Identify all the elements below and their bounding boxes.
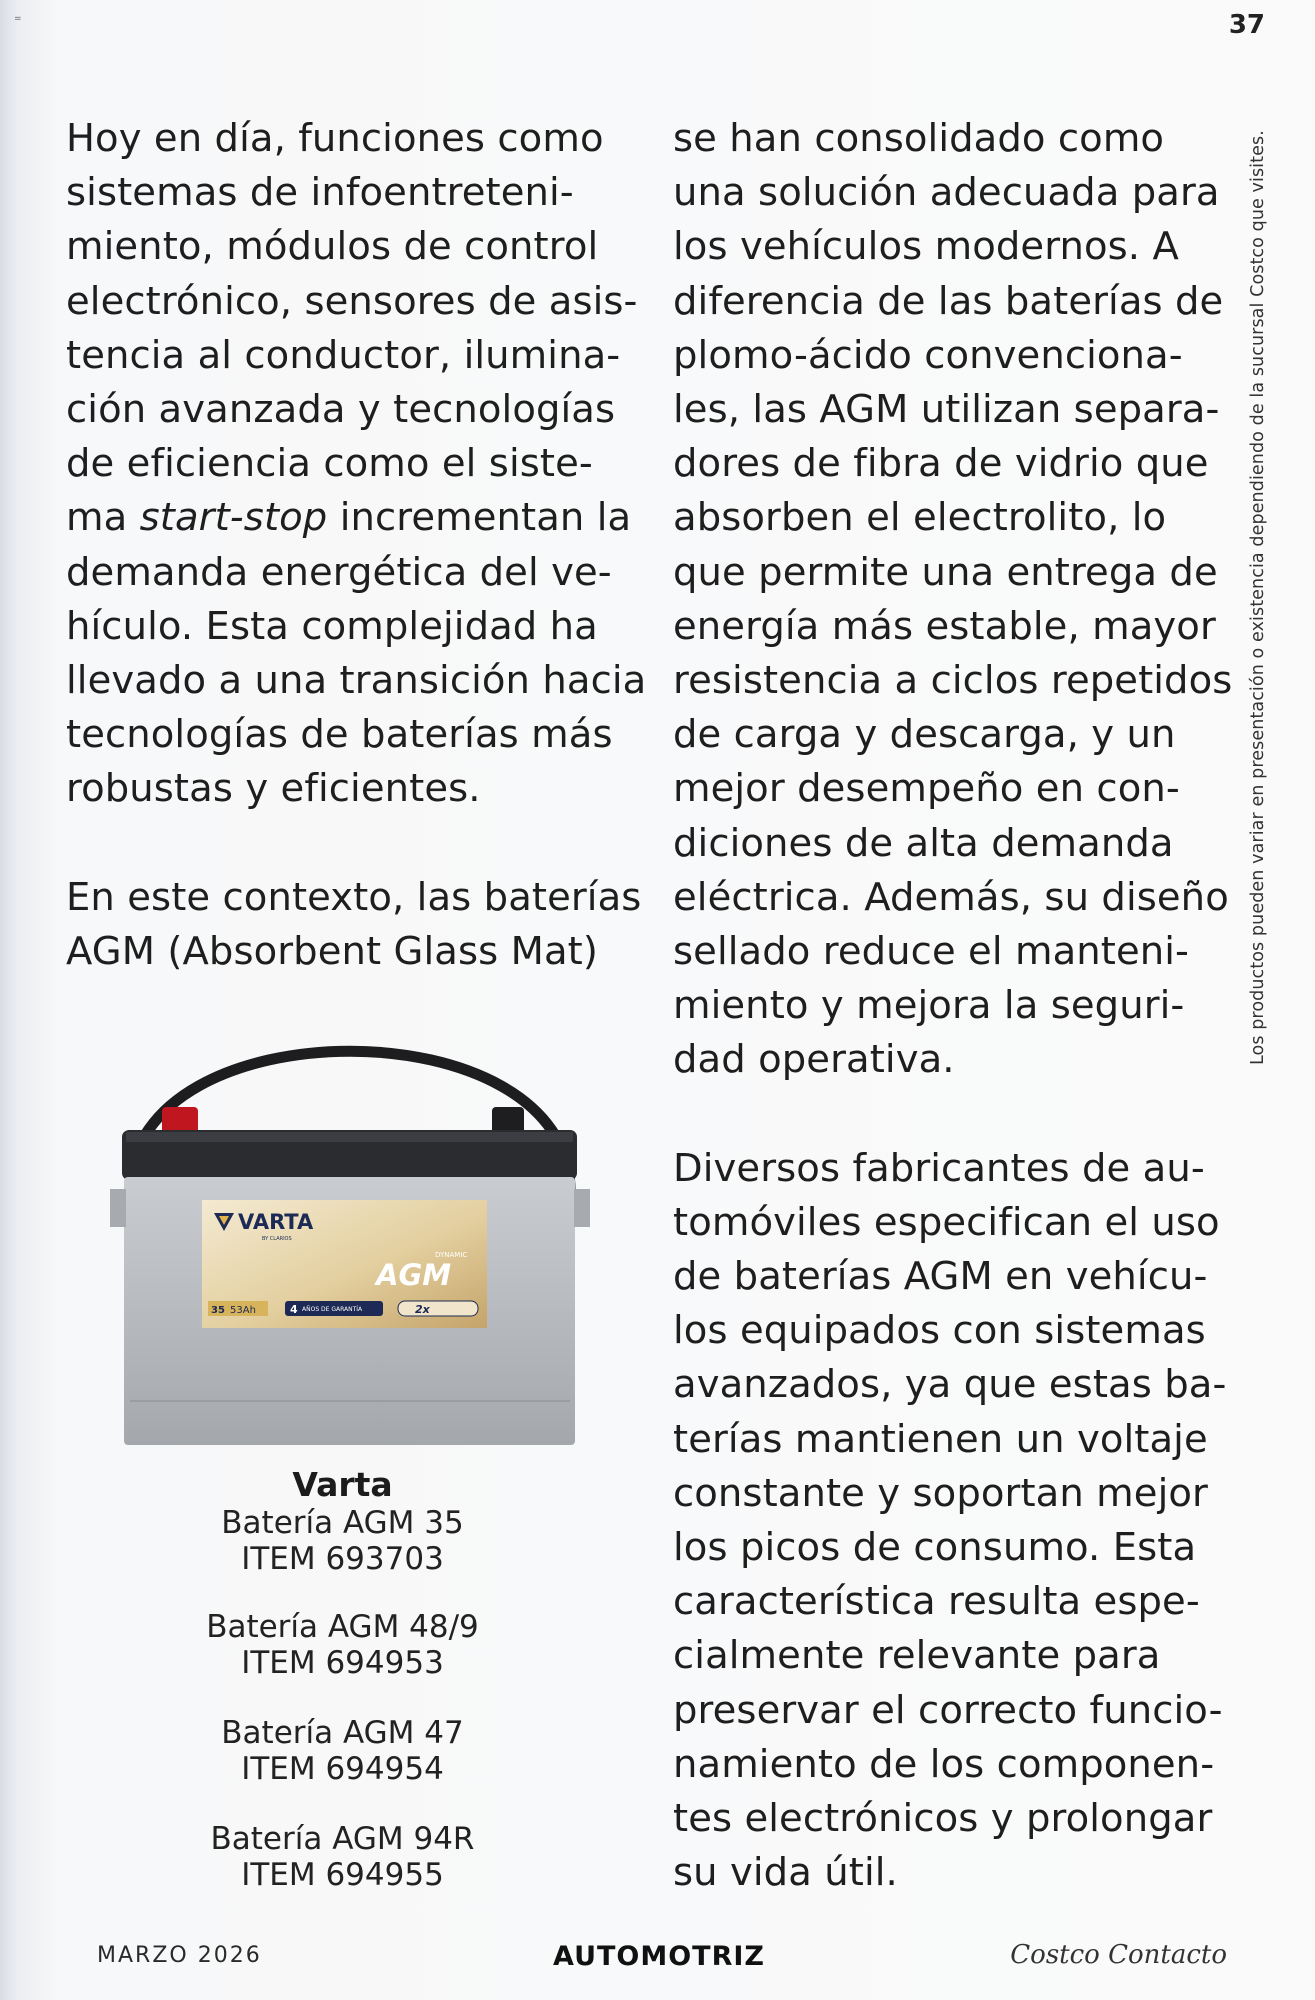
text-fragment: ma bbox=[66, 495, 140, 541]
product-name: Batería AGM 47 bbox=[221, 1715, 464, 1751]
text-line: namiento de los componen- bbox=[673, 1741, 1215, 1787]
text-line: electrónico, sensores de asis- bbox=[66, 278, 638, 324]
text-line: sellado reduce el manteni- bbox=[673, 929, 1190, 975]
text-line: miento y mejora la seguri- bbox=[673, 983, 1185, 1029]
text-line: Hoy en día, funciones como bbox=[66, 116, 604, 161]
text-line: les, las AGM utilizan separa- bbox=[673, 387, 1220, 433]
corner-mark: = bbox=[14, 14, 22, 24]
paragraph-gap bbox=[673, 1088, 1253, 1142]
product-name: Batería AGM 94R bbox=[210, 1821, 475, 1857]
product-item-number: ITEM 694954 bbox=[241, 1751, 444, 1787]
text-line: robustas y eficientes. bbox=[66, 766, 481, 812]
text-line: sistemas de infoentreteni- bbox=[66, 170, 574, 216]
text-line: una solución adecuada para bbox=[673, 170, 1220, 216]
product-brand: Varta bbox=[292, 1465, 393, 1504]
label-capacity: 53Ah bbox=[230, 1305, 256, 1316]
label-group: 35 bbox=[211, 1305, 225, 1316]
text-line: avanzados, ya que estas ba- bbox=[673, 1362, 1227, 1408]
text-line: característica resulta espe- bbox=[673, 1579, 1200, 1625]
text-line: de carga y descarga, y un bbox=[673, 712, 1176, 758]
label-agm: AGM bbox=[376, 1258, 452, 1292]
text-line: su vida útil. bbox=[673, 1850, 898, 1896]
label-warranty-text: AÑOS DE GARANTÍA bbox=[302, 1306, 363, 1313]
text-line: diciones de alta demanda bbox=[673, 820, 1174, 866]
left-column bbox=[66, 112, 666, 979]
text-line: absorben el electrolito, lo bbox=[673, 495, 1167, 541]
product-entry bbox=[130, 1609, 555, 1681]
paragraph-gap bbox=[66, 817, 666, 871]
text-line: mejor desempeño en con- bbox=[673, 766, 1180, 812]
text-line: se han consolidado como bbox=[673, 116, 1165, 161]
text-line: dad operativa. bbox=[673, 1037, 955, 1083]
text-line: plomo-ácido convenciona- bbox=[673, 332, 1183, 378]
label-brand: VARTA bbox=[238, 1210, 314, 1234]
product-item-number: ITEM 694955 bbox=[241, 1857, 444, 1893]
text-fragment: incrementan la bbox=[327, 495, 632, 541]
label-warranty-years: 4 bbox=[290, 1303, 298, 1316]
text-line: diferencia de las baterías de bbox=[673, 278, 1224, 324]
label-sub: BY CLARIOS bbox=[262, 1236, 292, 1242]
footer-section: AUTOMOTRIZ bbox=[553, 1941, 766, 1972]
text-line: tencia al conductor, ilumina- bbox=[66, 332, 621, 378]
text-line: resistencia a ciclos repetidos bbox=[673, 658, 1233, 704]
text-line: los vehículos modernos. A bbox=[673, 224, 1179, 270]
text-line: preservar el correcto funcio- bbox=[673, 1687, 1223, 1733]
text-line: los equipados con sistemas bbox=[673, 1308, 1206, 1354]
text-line: tomóviles especifican el uso bbox=[673, 1199, 1220, 1245]
text-line: Diversos fabricantes de au- bbox=[673, 1145, 1205, 1191]
side-note-disclaimer: Los productos pueden variar en presentación o existencia dependiendo de la sucursal Costco que visites. bbox=[1248, 130, 1268, 1065]
text-line: En este contexto, las baterías bbox=[66, 874, 642, 920]
product-item-number: ITEM 694953 bbox=[241, 1645, 444, 1681]
text-line: de baterías AGM en vehícu- bbox=[673, 1254, 1208, 1300]
text-line: demanda energética del ve- bbox=[66, 549, 612, 595]
product-name: Batería AGM 35 bbox=[221, 1505, 464, 1541]
right-column bbox=[673, 112, 1253, 1901]
product-entry bbox=[130, 1715, 555, 1787]
text-line: llevado a una transición hacia bbox=[66, 658, 647, 704]
italic-term: start-stop bbox=[139, 495, 328, 541]
product-item-number: ITEM 693703 bbox=[241, 1541, 444, 1577]
text-line: hículo. Esta complejidad ha bbox=[66, 603, 598, 649]
text-line: dores de fibra de vidrio que bbox=[673, 441, 1209, 487]
text-line: de eficiencia como el siste- bbox=[66, 441, 593, 487]
page-number: 37 bbox=[1228, 10, 1265, 40]
text-line: cialmente relevante para bbox=[673, 1633, 1161, 1679]
text-line: terías mantienen un voltaje bbox=[673, 1416, 1208, 1462]
label-badge: 2x bbox=[415, 1303, 430, 1316]
text-line: tes electrónicos y prolongar bbox=[673, 1796, 1213, 1842]
footer-publication: Costco Contacto bbox=[1010, 1940, 1227, 1970]
text-line: eléctrica. Además, su diseño bbox=[673, 874, 1229, 920]
text-line: AGM (Absorbent Glass Mat) bbox=[66, 928, 598, 974]
text-line: ción avanzada y tecnologías bbox=[66, 387, 616, 433]
text-line-mixed bbox=[66, 491, 666, 545]
footer-date: MARZO 2026 bbox=[97, 1943, 262, 1968]
text-line: miento, módulos de control bbox=[66, 224, 599, 270]
battery-image bbox=[110, 995, 590, 1455]
product-caption bbox=[130, 1465, 555, 1577]
text-line: tecnologías de baterías más bbox=[66, 712, 613, 758]
product-entry bbox=[130, 1821, 555, 1893]
text-line: constante y soportan mejor bbox=[673, 1470, 1208, 1516]
text-line: los picos de consumo. Esta bbox=[673, 1525, 1197, 1571]
text-line: que permite una entrega de bbox=[673, 549, 1218, 595]
label-dynamic: DYNAMIC bbox=[435, 1251, 468, 1259]
product-name: Batería AGM 48/9 bbox=[206, 1609, 479, 1645]
text-line: energía más estable, mayor bbox=[673, 603, 1216, 649]
